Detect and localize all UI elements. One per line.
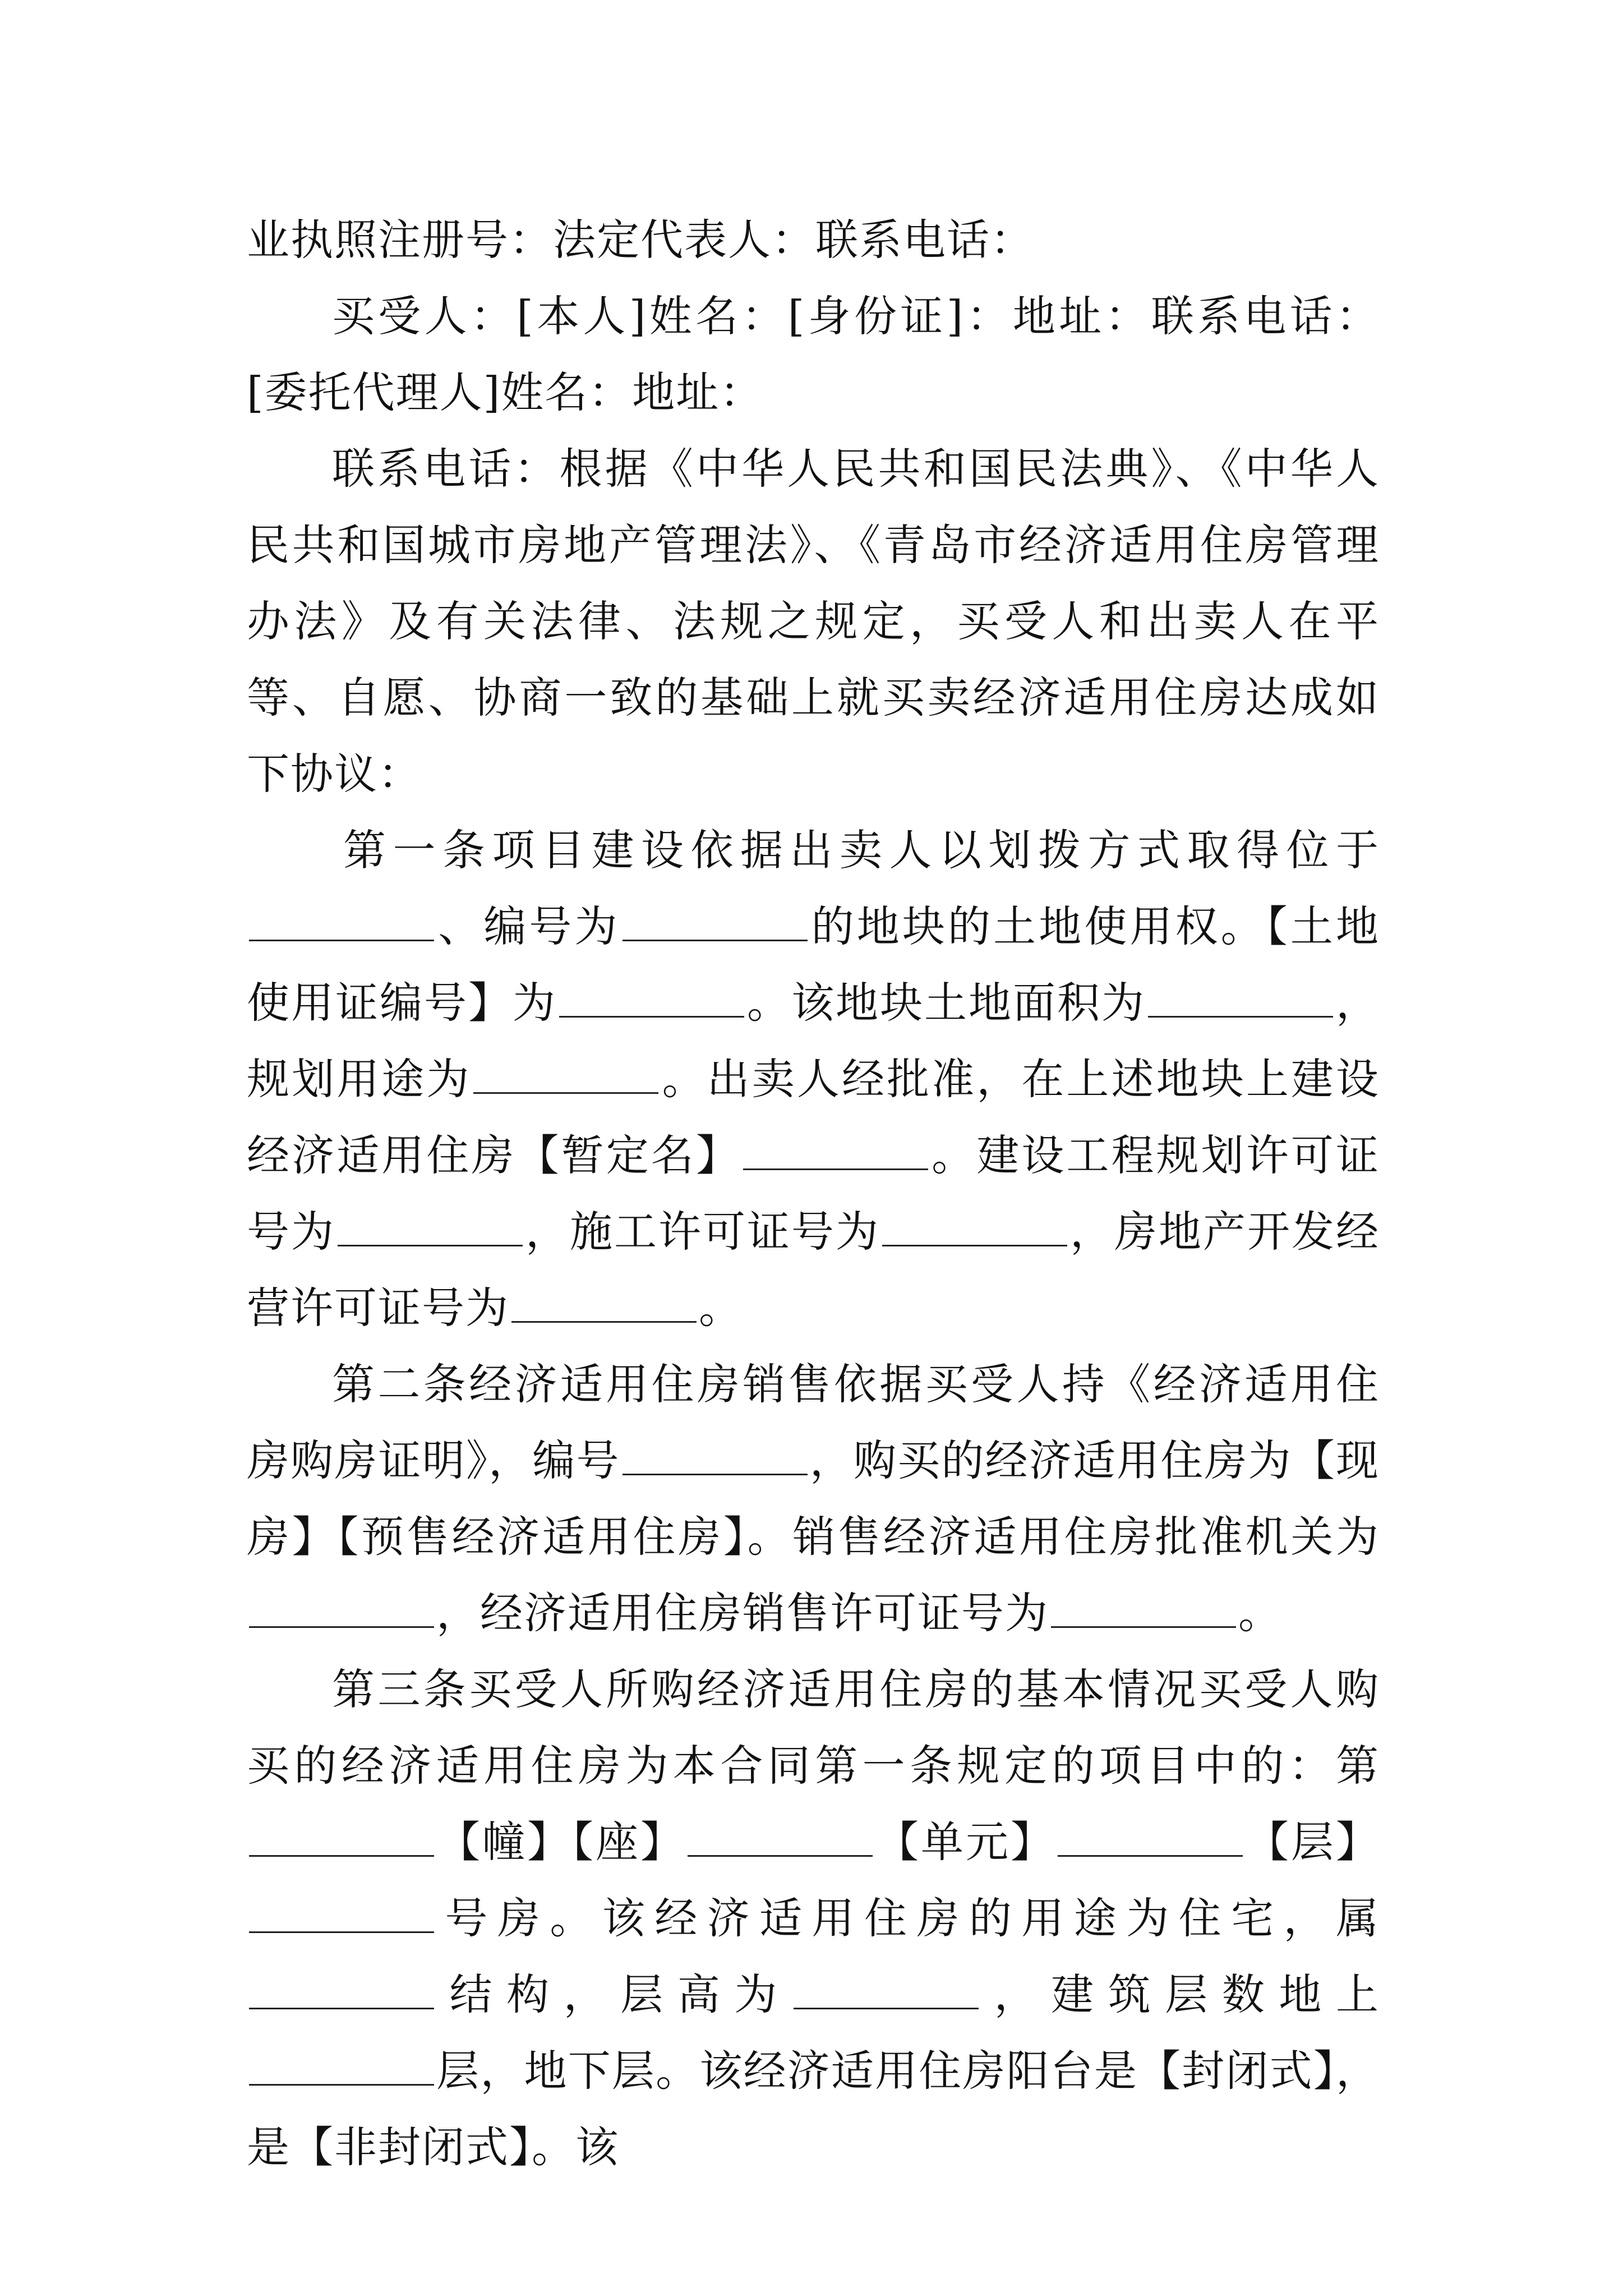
blank-development-permit[interactable]	[511, 1287, 697, 1323]
article-2-text-3: ，经济适用住房销售许可证号为	[436, 1588, 1049, 1638]
blank-approval-authority[interactable]	[249, 1593, 434, 1628]
blank-structure[interactable]	[249, 1974, 434, 2009]
article-2-text-4: 。	[1238, 1588, 1282, 1638]
article-1-text-7: 。建设工程规划许可证号为	[247, 1130, 1380, 1257]
blank-room[interactable]	[249, 1898, 434, 1933]
blank-floor-height[interactable]	[794, 1974, 979, 2009]
article-1	[247, 812, 1380, 1346]
document-body	[247, 202, 1380, 2185]
article-3-text-8: 层，地下层。该经济适用住房阳台是【封闭式】，是【非封闭式】。该	[247, 2046, 1380, 2172]
article-2-text-1: 第二条经济适用住房销售依据买受人持《经济适用住房购房证明》，编号	[247, 1359, 1380, 1485]
article-1-text-4: 。该地块土地面积为	[746, 978, 1146, 1028]
blank-construction-permit[interactable]	[882, 1211, 1067, 1246]
blank-building[interactable]	[249, 1821, 434, 1857]
article-3-text-5: 号房。该经济适用住房的用途为住宅，属	[436, 1893, 1380, 1943]
blank-planned-use[interactable]	[473, 1059, 658, 1094]
article-1-text-3: 的地块的土地使用权。【土地使用证编号】为	[247, 901, 1380, 1028]
contract-basis: 联系电话：根据《中华人民共和国民法典》、《中华人民共和国城市房地产管理法》、《青岛市经济适用住房管理办法》及有关法律、法规之规定，买受人和出卖人在平等、自愿、协商一致的基础上就买卖经济适用住房达成如下协议：	[247, 444, 1380, 799]
blank-location[interactable]	[249, 906, 434, 941]
article-1-text-9: ，房地产开发经营许可证号为	[247, 1207, 1380, 1333]
article-1-text-2: 、编号为	[436, 901, 620, 951]
article-1-text-8: ，施工许可证号为	[525, 1207, 880, 1257]
article-1-text-6: 。出卖人经批准，在上述地块上建设经济适用住房【暂定名】	[247, 1054, 1380, 1180]
blank-floors-above[interactable]	[249, 2050, 434, 2086]
blank-project-name[interactable]	[743, 1135, 928, 1170]
article-1-text-5: ，规划用途为	[247, 978, 1380, 1104]
buyer-info: 买受人：[本人]姓名：[身份证]：地址：联系电话：[委托代理人]姓名：地址：	[247, 291, 1380, 417]
blank-land-area[interactable]	[1148, 982, 1333, 1018]
blank-sales-permit[interactable]	[1051, 1593, 1236, 1628]
article-2-text-2: ，购买的经济适用住房为【现房】【预售经济适用住房】。销售经济适用住房批准机关为	[247, 1435, 1380, 1562]
article-3-text-6: 结构，层高为	[436, 1970, 791, 2019]
intro-line: 业执照注册号：法定代表人：联系电话：	[247, 215, 1034, 265]
article-3-text-4: 【层】	[1245, 1817, 1380, 1867]
article-3	[247, 1651, 1380, 2185]
article-1-text-10: 。	[699, 1283, 743, 1333]
blank-land-cert-number[interactable]	[559, 982, 744, 1018]
blank-parcel-number[interactable]	[623, 906, 808, 941]
blank-planning-permit[interactable]	[338, 1211, 523, 1246]
article-2	[247, 1346, 1380, 1651]
article-1-text-1: 第一条项目建设依据出卖人以划拨方式取得位于	[343, 825, 1380, 875]
blank-unit[interactable]	[688, 1821, 873, 1857]
article-3-text-1: 第三条买受人所购经济适用住房的基本情况买受人购买的经济适用住房为本合同第一条规定的项目中的：第	[247, 1664, 1380, 1791]
blank-purchase-cert-number[interactable]	[623, 1440, 808, 1475]
article-3-text-7: ，建筑层数地上	[981, 1970, 1380, 2019]
article-3-text-3: 【单元】	[875, 1817, 1055, 1867]
article-3-text-2: 【幢】【座】	[436, 1817, 685, 1867]
blank-floor[interactable]	[1058, 1821, 1243, 1857]
